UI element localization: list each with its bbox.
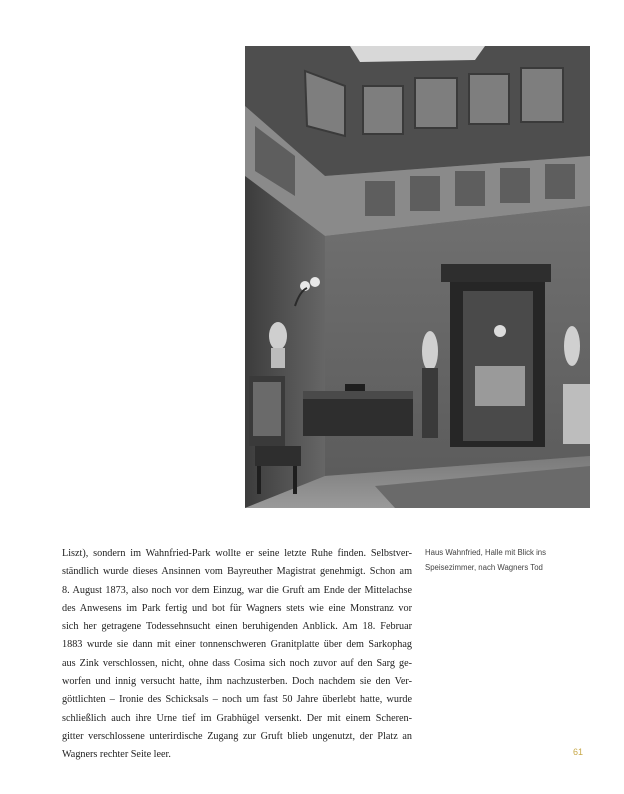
body-line: gitter verschlossene unterirdische Zugang zur Gruft blieb ungenutzt, der Platz an [62,730,412,742]
body-line: göttlichten – Ironie des Schicksals – noch um fast 50 Jahre überlebt hatte, wurde [62,694,412,706]
body-text [62,545,412,765]
body-line: aus Zink verschlossen, nicht, ohne dass Cosima sich noch zuvor auf den Sarg ge- [62,657,412,669]
body-line: ständlich wurde dieses Ansinnen vom Bayreuther Magistrat genehmigt. Schon am [62,566,412,578]
historic-photo-hall [245,46,590,508]
photo-caption [425,545,595,575]
body-line: 8. August 1873, also noch vor dem Einzug, war die Gruft am Ende der Mittelachse [62,584,412,596]
caption-line: Haus Wahnfried, Halle mit Blick ins [425,548,547,557]
caption-line: Speisezimmer, nach Wagners Tod [425,563,543,572]
page-number: 61 [573,747,584,757]
body-line: worfen und innig versucht hatte, ihm nachzusterben. Doch nachdem sie den Ver- [62,676,412,688]
body-line: sich her getragene Todessehnsucht einen beruhigenden Anblick. Am 18. Februar [62,621,412,633]
body-line: 1883 wurde sie dann mit einer tonnenschweren Granitplatte über dem Sarkophag [62,639,412,651]
body-line: Liszt), sondern im Wahnfried-Park wollte er seine letzte Ruhe finden. Selbstver- [62,548,412,559]
body-line: Wagners rechter Seite leer. [62,749,171,761]
body-line: schließlich auch ihre Urne tief im Grabhügel versenkt. Der mit einem Scheren- [62,712,412,724]
body-line: des Anwesens im Park fertig und bot für Wagners stets wie eine Monstranz vor [62,602,412,614]
